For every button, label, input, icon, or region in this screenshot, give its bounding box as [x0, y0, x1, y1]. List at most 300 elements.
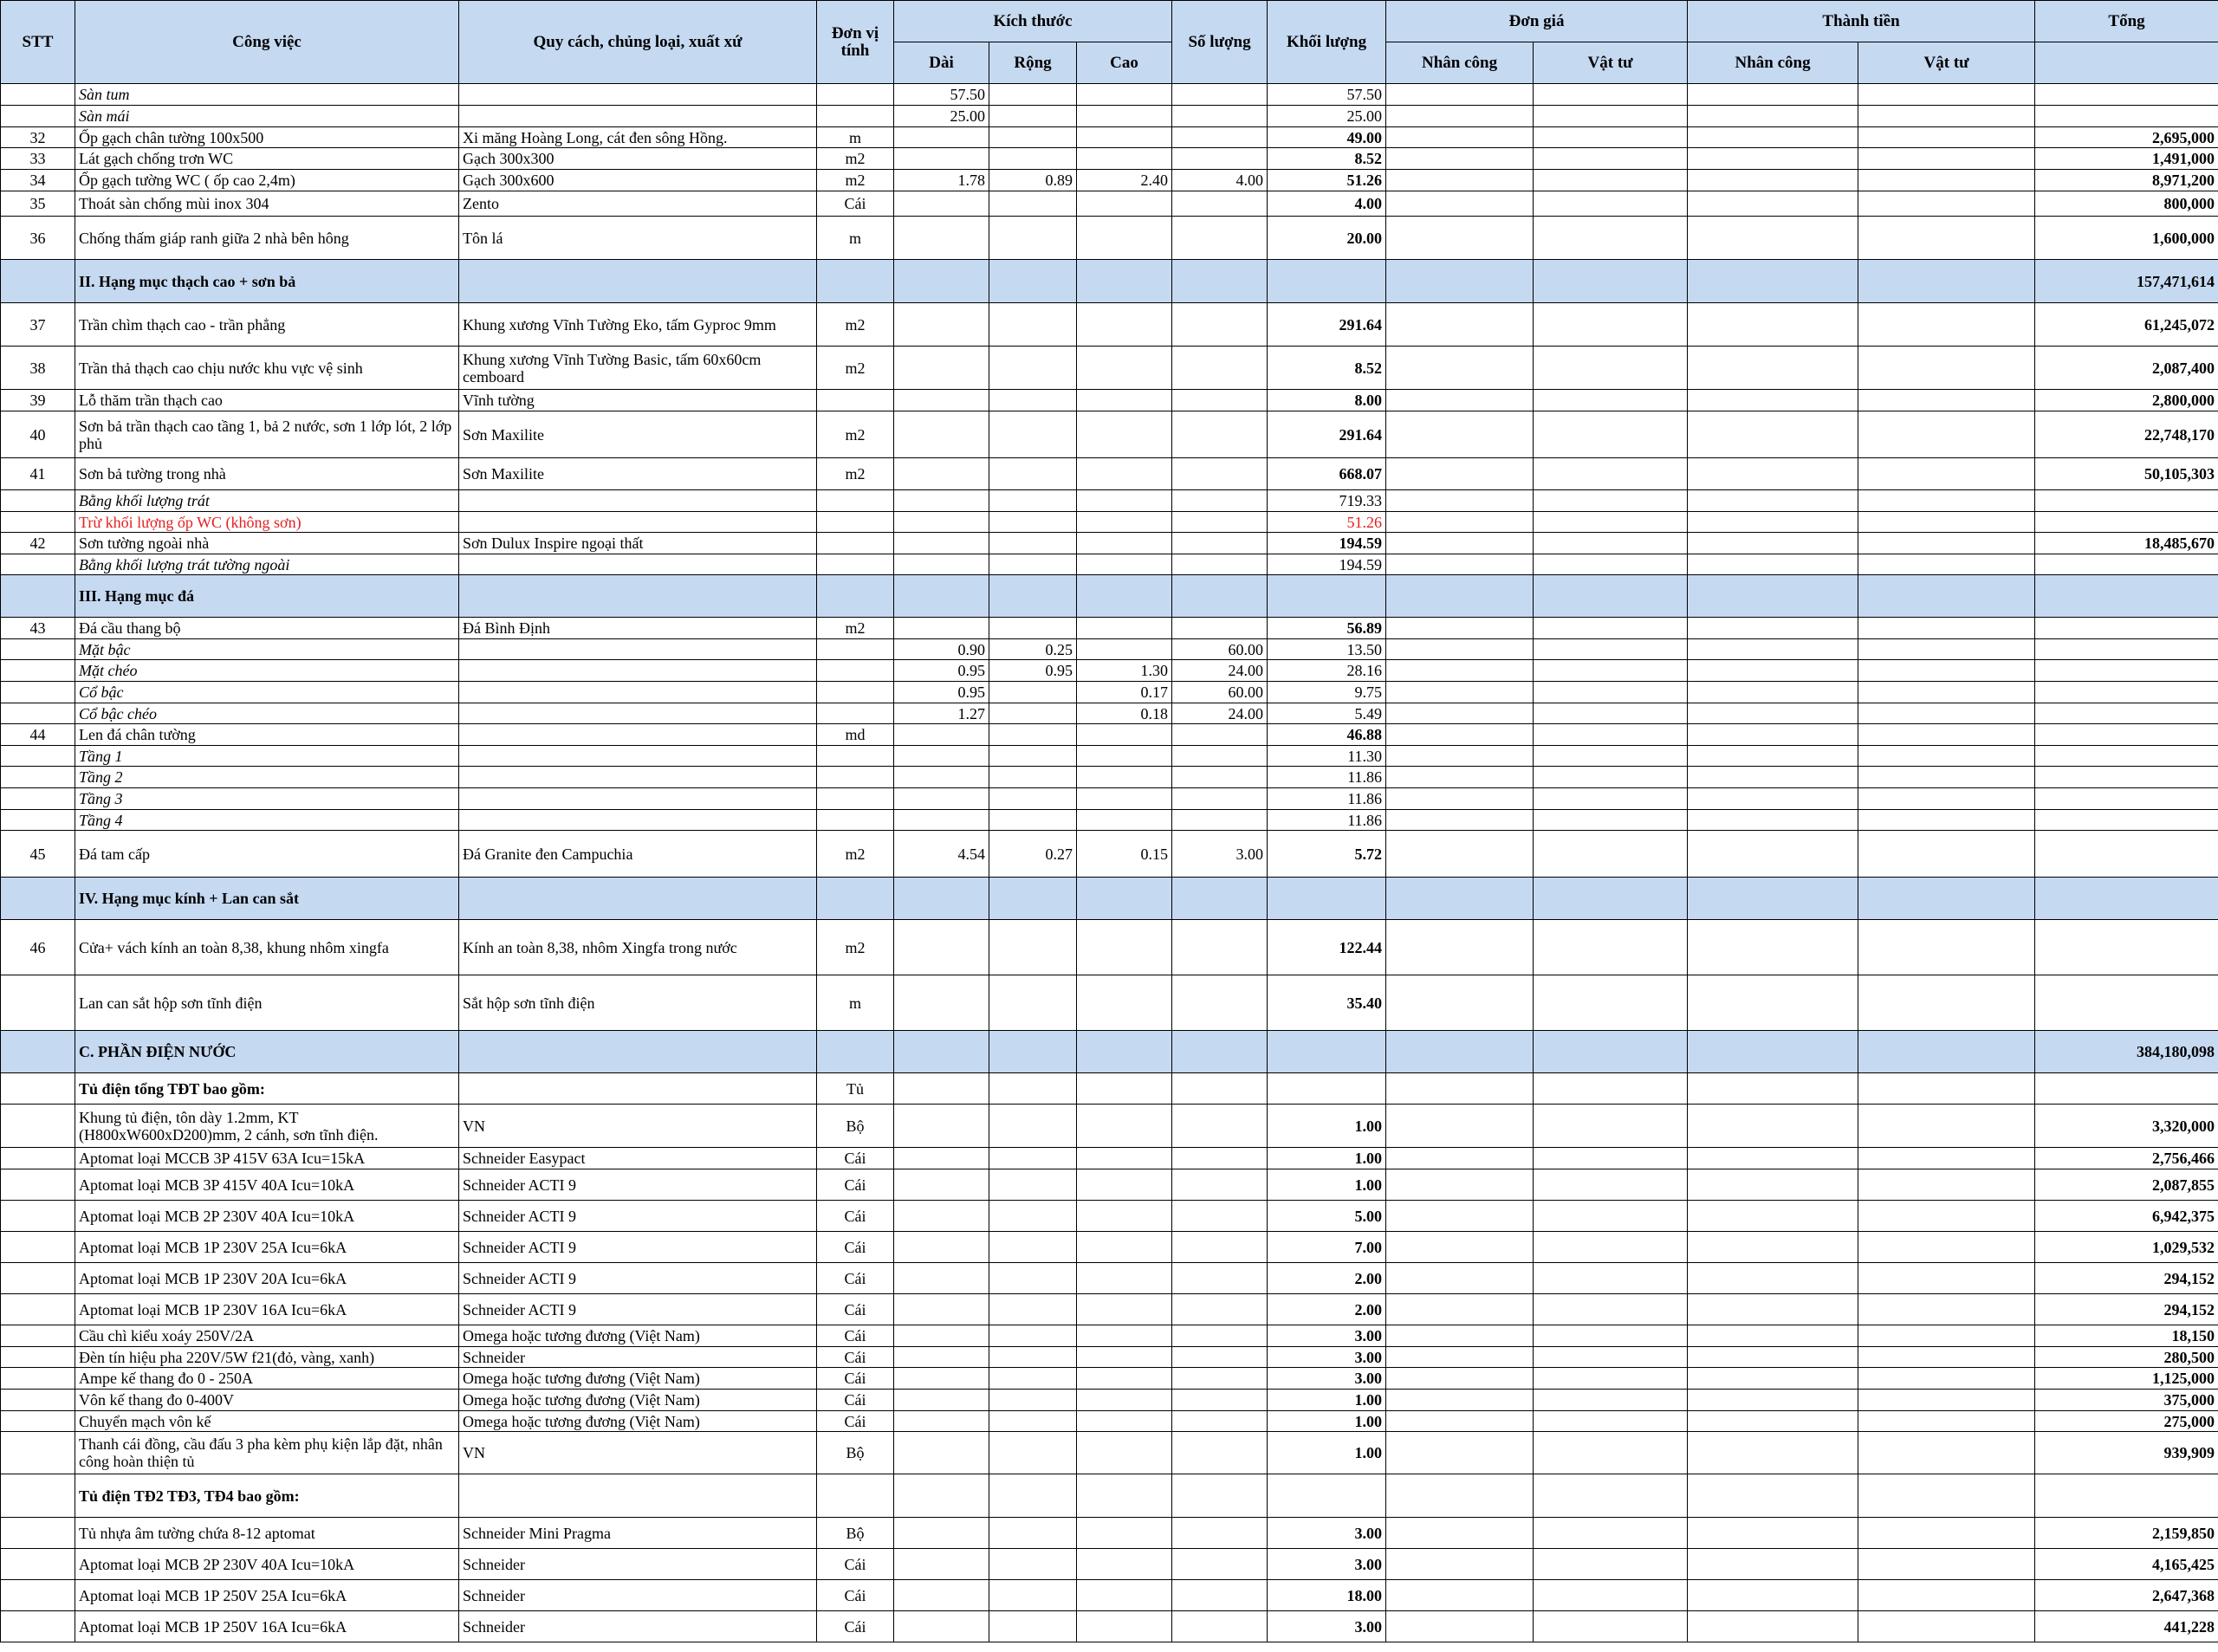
cell-dai: [894, 127, 989, 148]
cell-cao: [1077, 1549, 1172, 1580]
cell-rong: [989, 703, 1077, 724]
cell-don-gia-nhan-cong: [1386, 1474, 1534, 1518]
cell-quy-cach: Schneider Mini Pragma: [459, 1518, 817, 1549]
cell-quy-cach: Kính an toàn 8,38, nhôm Xingfa trong nước: [459, 920, 817, 975]
cell-don-gia-vat-tu: [1534, 260, 1688, 303]
cell-rong: [989, 347, 1077, 390]
cell-dai: 1.27: [894, 703, 989, 724]
cell-thanh-tien-nhan-cong: [1688, 1347, 1858, 1368]
cell-cao: [1077, 303, 1172, 347]
cell-thanh-tien-nhan-cong: [1688, 1390, 1858, 1411]
cell-tong: [2035, 767, 2218, 788]
cell-don-gia-vat-tu: [1534, 1325, 1688, 1347]
cell-thanh-tien-vat-tu: [1858, 682, 2035, 703]
cell-thanh-tien-vat-tu: [1858, 191, 2035, 217]
cell-so-luong: 24.00: [1172, 703, 1268, 724]
cell-dai: [894, 390, 989, 411]
cell-cong-viec: Khung tủ điện, tôn dày 1.2mm, KT (H800xW600xD200)mm, 2 cánh, sơn tĩnh điện.: [75, 1105, 459, 1148]
cell-dai: [894, 490, 989, 512]
cell-tong: 441,228: [2035, 1611, 2218, 1642]
cell-thanh-tien-vat-tu: [1858, 1325, 2035, 1347]
cell-rong: [989, 84, 1077, 106]
cell-don-gia-nhan-cong: [1386, 1518, 1534, 1549]
cell-don-gia-vat-tu: [1534, 1347, 1688, 1368]
cell-rong: [989, 975, 1077, 1031]
table-row: [1, 1411, 2218, 1432]
cell-don-gia-vat-tu: [1534, 533, 1688, 554]
cell-don-gia-nhan-cong: [1386, 1031, 1534, 1073]
cell-cao: [1077, 1325, 1172, 1347]
cell-dai: 0.95: [894, 682, 989, 703]
cell-khoi-luong: 20.00: [1268, 217, 1386, 260]
cell-khoi-luong: [1268, 575, 1386, 618]
cell-quy-cach: [459, 767, 817, 788]
cell-stt: [1, 788, 75, 810]
cell-don-gia-vat-tu: [1534, 1611, 1688, 1642]
cell-cong-viec: Chống thấm giáp ranh giữa 2 nhà bên hông: [75, 217, 459, 260]
cell-quy-cach: Sơn Maxilite: [459, 411, 817, 458]
cell-cong-viec: Aptomat loại MCB 1P 250V 25A Icu=6kA: [75, 1580, 459, 1611]
cell-cong-viec: Tầng 1: [75, 746, 459, 767]
cell-rong: [989, 878, 1077, 920]
cell-dai: [894, 1169, 989, 1201]
cell-don-gia-vat-tu: [1534, 831, 1688, 878]
cell-tong: 800,000: [2035, 191, 2218, 217]
cell-khoi-luong: 3.00: [1268, 1368, 1386, 1390]
col-khoi-luong: Khối lượng: [1268, 1, 1386, 84]
col-cao: Cao: [1077, 42, 1172, 84]
cell-thanh-tien-nhan-cong: [1688, 1105, 1858, 1148]
cell-so-luong: [1172, 1031, 1268, 1073]
cell-don-gia-nhan-cong: [1386, 1294, 1534, 1325]
col-don-vi: Đơn vị tính: [817, 1, 894, 84]
cell-don-gia-nhan-cong: [1386, 1325, 1534, 1347]
cell-cong-viec: Sơn bả tường trong nhà: [75, 458, 459, 490]
cell-rong: [989, 1474, 1077, 1518]
cell-tong: [2035, 975, 2218, 1031]
table-row: [1, 191, 2218, 217]
cell-don-gia-nhan-cong: [1386, 724, 1534, 746]
cell-quy-cach: [459, 639, 817, 660]
cell-stt: 39: [1, 390, 75, 411]
cell-don-gia-vat-tu: [1534, 1474, 1688, 1518]
cell-don-vi: Tủ: [817, 1073, 894, 1105]
cell-khoi-luong: 28.16: [1268, 660, 1386, 682]
cell-thanh-tien-nhan-cong: [1688, 682, 1858, 703]
cell-don-gia-vat-tu: [1534, 1580, 1688, 1611]
cell-don-vi: Cái: [817, 1368, 894, 1390]
cell-stt: [1, 1411, 75, 1432]
cell-don-gia-nhan-cong: [1386, 490, 1534, 512]
table-row: [1, 1169, 2218, 1201]
cell-don-gia-vat-tu: [1534, 1411, 1688, 1432]
cell-don-gia-nhan-cong: [1386, 639, 1534, 660]
cell-thanh-tien-vat-tu: [1858, 347, 2035, 390]
cell-so-luong: [1172, 1169, 1268, 1201]
cell-so-luong: [1172, 724, 1268, 746]
cell-cong-viec: II. Hạng mục thạch cao + sơn bả: [75, 260, 459, 303]
cell-thanh-tien-nhan-cong: [1688, 127, 1858, 148]
cell-cong-viec: Cầu chì kiểu xoáy 250V/2A: [75, 1325, 459, 1347]
cell-dai: 0.90: [894, 639, 989, 660]
cell-cao: [1077, 1148, 1172, 1169]
cell-stt: 35: [1, 191, 75, 217]
cell-don-gia-nhan-cong: [1386, 660, 1534, 682]
cell-thanh-tien-nhan-cong: [1688, 1294, 1858, 1325]
cell-cong-viec: Ampe kế thang đo 0 - 250A: [75, 1368, 459, 1390]
cell-quy-cach: [459, 260, 817, 303]
cell-thanh-tien-vat-tu: [1858, 788, 2035, 810]
cell-quy-cach: Khung xương Vĩnh Tường Eko, tấm Gyproc 9mm: [459, 303, 817, 347]
cell-so-luong: [1172, 1411, 1268, 1432]
cell-cao: 0.15: [1077, 831, 1172, 878]
cell-khoi-luong: 1.00: [1268, 1148, 1386, 1169]
cell-quy-cach: [459, 810, 817, 831]
cell-tong: 18,485,670: [2035, 533, 2218, 554]
cell-stt: [1, 1611, 75, 1642]
cell-don-vi: Cái: [817, 1201, 894, 1232]
cell-cao: 0.18: [1077, 703, 1172, 724]
cell-thanh-tien-nhan-cong: [1688, 810, 1858, 831]
cell-don-vi: m2: [817, 170, 894, 191]
cell-don-gia-nhan-cong: [1386, 1411, 1534, 1432]
cell-tong: [2035, 106, 2218, 127]
cell-quy-cach: Omega hoặc tương đương (Việt Nam): [459, 1411, 817, 1432]
cell-thanh-tien-vat-tu: [1858, 170, 2035, 191]
cell-thanh-tien-nhan-cong: [1688, 148, 1858, 170]
cell-cao: [1077, 1263, 1172, 1294]
cell-thanh-tien-vat-tu: [1858, 831, 2035, 878]
cell-cao: [1077, 512, 1172, 533]
table-row: [1, 390, 2218, 411]
cell-rong: [989, 746, 1077, 767]
cell-don-gia-nhan-cong: [1386, 788, 1534, 810]
cell-tong: 939,909: [2035, 1432, 2218, 1474]
cell-thanh-tien-vat-tu: [1858, 512, 2035, 533]
cell-quy-cach: [459, 703, 817, 724]
cell-stt: [1, 512, 75, 533]
cell-rong: [989, 1347, 1077, 1368]
cell-thanh-tien-nhan-cong: [1688, 303, 1858, 347]
table-row: [1, 512, 2218, 533]
cell-quy-cach: [459, 788, 817, 810]
cell-don-gia-nhan-cong: [1386, 767, 1534, 788]
cell-tong: 157,471,614: [2035, 260, 2218, 303]
cell-don-gia-nhan-cong: [1386, 170, 1534, 191]
cell-khoi-luong: [1268, 260, 1386, 303]
cell-so-luong: [1172, 458, 1268, 490]
cell-don-vi: [817, 260, 894, 303]
cell-khoi-luong: 18.00: [1268, 1580, 1386, 1611]
cell-dai: [894, 1073, 989, 1105]
cell-so-luong: [1172, 788, 1268, 810]
cell-khoi-luong: 1.00: [1268, 1169, 1386, 1201]
cell-rong: [989, 106, 1077, 127]
cell-thanh-tien-vat-tu: [1858, 1031, 2035, 1073]
cell-cong-viec: Ốp gạch chân tường 100x500: [75, 127, 459, 148]
cell-rong: [989, 1148, 1077, 1169]
cell-rong: [989, 1325, 1077, 1347]
cell-so-luong: [1172, 1325, 1268, 1347]
cell-cao: [1077, 260, 1172, 303]
cell-dai: [894, 1347, 989, 1368]
cell-tong: 61,245,072: [2035, 303, 2218, 347]
cell-don-gia-vat-tu: [1534, 1390, 1688, 1411]
cell-quy-cach: Zento: [459, 191, 817, 217]
cell-thanh-tien-vat-tu: [1858, 533, 2035, 554]
cell-quy-cach: Omega hoặc tương đương (Việt Nam): [459, 1368, 817, 1390]
cell-cong-viec: Aptomat loại MCB 2P 230V 40A Icu=10kA: [75, 1201, 459, 1232]
cell-cao: [1077, 1474, 1172, 1518]
cell-khoi-luong: 25.00: [1268, 106, 1386, 127]
cell-thanh-tien-nhan-cong: [1688, 788, 1858, 810]
cell-cong-viec: Tủ điện tổng TĐT bao gồm:: [75, 1073, 459, 1105]
cell-tong: 384,180,098: [2035, 1031, 2218, 1073]
cell-khoi-luong: [1268, 1073, 1386, 1105]
cell-quy-cach: Schneider ACTI 9: [459, 1201, 817, 1232]
cell-don-gia-vat-tu: [1534, 1105, 1688, 1148]
table-row: [1, 1611, 2218, 1642]
cell-thanh-tien-vat-tu: [1858, 767, 2035, 788]
cell-cong-viec: Chuyển mạch vôn kế: [75, 1411, 459, 1432]
cell-cao: [1077, 458, 1172, 490]
cell-don-gia-nhan-cong: [1386, 1148, 1534, 1169]
cell-rong: 0.89: [989, 170, 1077, 191]
cell-cong-viec: Bằng khối lượng trát: [75, 490, 459, 512]
cell-thanh-tien-nhan-cong: [1688, 390, 1858, 411]
cell-stt: 32: [1, 127, 75, 148]
cell-tong: 294,152: [2035, 1263, 2218, 1294]
cell-so-luong: [1172, 191, 1268, 217]
cell-khoi-luong: 1.00: [1268, 1390, 1386, 1411]
cell-stt: [1, 1368, 75, 1390]
cell-cao: [1077, 533, 1172, 554]
cell-so-luong: [1172, 533, 1268, 554]
cell-thanh-tien-nhan-cong: [1688, 767, 1858, 788]
cell-so-luong: [1172, 303, 1268, 347]
cell-rong: [989, 1031, 1077, 1073]
cell-cao: [1077, 920, 1172, 975]
cell-khoi-luong: 1.00: [1268, 1432, 1386, 1474]
cell-dai: [894, 724, 989, 746]
cell-thanh-tien-vat-tu: [1858, 411, 2035, 458]
cell-cong-viec: Bằng khối lượng trát tường ngoài: [75, 554, 459, 575]
table-row: [1, 347, 2218, 390]
cell-tong: [2035, 512, 2218, 533]
cell-dai: [894, 1325, 989, 1347]
cell-khoi-luong: 8.52: [1268, 148, 1386, 170]
cell-don-vi: Bộ: [817, 1105, 894, 1148]
cell-cao: [1077, 1232, 1172, 1263]
cell-don-vi: [817, 106, 894, 127]
cell-stt: [1, 106, 75, 127]
cell-thanh-tien-vat-tu: [1858, 106, 2035, 127]
cell-don-gia-vat-tu: [1534, 303, 1688, 347]
table-row: [1, 1549, 2218, 1580]
cell-quy-cach: Schneider ACTI 9: [459, 1263, 817, 1294]
cell-don-gia-nhan-cong: [1386, 191, 1534, 217]
cell-tong: 2,159,850: [2035, 1518, 2218, 1549]
cell-thanh-tien-nhan-cong: [1688, 975, 1858, 1031]
cell-don-vi: Cái: [817, 1549, 894, 1580]
cell-khoi-luong: 3.00: [1268, 1347, 1386, 1368]
cell-stt: [1, 1263, 75, 1294]
cell-tong: [2035, 575, 2218, 618]
cell-tong: [2035, 788, 2218, 810]
cell-don-vi: m2: [817, 411, 894, 458]
table-row: [1, 1148, 2218, 1169]
cell-thanh-tien-nhan-cong: [1688, 831, 1858, 878]
table-row: [1, 411, 2218, 458]
cell-so-luong: [1172, 1474, 1268, 1518]
cell-khoi-luong: 194.59: [1268, 554, 1386, 575]
cell-rong: [989, 1263, 1077, 1294]
cell-tong: 2,800,000: [2035, 390, 2218, 411]
cell-thanh-tien-vat-tu: [1858, 878, 2035, 920]
cell-quy-cach: [459, 746, 817, 767]
cell-don-gia-nhan-cong: [1386, 1580, 1534, 1611]
cell-quy-cach: [459, 1031, 817, 1073]
cell-don-vi: [817, 639, 894, 660]
cell-dai: [894, 554, 989, 575]
cell-dai: [894, 878, 989, 920]
cell-khoi-luong: 3.00: [1268, 1611, 1386, 1642]
cell-thanh-tien-vat-tu: [1858, 746, 2035, 767]
cell-don-gia-vat-tu: [1534, 106, 1688, 127]
cell-quy-cach: Schneider Easypact: [459, 1148, 817, 1169]
cell-cao: [1077, 1347, 1172, 1368]
cell-stt: [1, 1073, 75, 1105]
cell-thanh-tien-nhan-cong: [1688, 1580, 1858, 1611]
cell-rong: [989, 920, 1077, 975]
cell-don-gia-vat-tu: [1534, 411, 1688, 458]
cell-thanh-tien-vat-tu: [1858, 618, 2035, 639]
cell-stt: [1, 260, 75, 303]
cell-don-gia-nhan-cong: [1386, 618, 1534, 639]
cell-quy-cach: [459, 554, 817, 575]
cell-don-gia-vat-tu: [1534, 347, 1688, 390]
cell-thanh-tien-nhan-cong: [1688, 1474, 1858, 1518]
cell-stt: [1, 84, 75, 106]
cell-tong: 1,491,000: [2035, 148, 2218, 170]
cell-thanh-tien-vat-tu: [1858, 1105, 2035, 1148]
cell-so-luong: [1172, 1148, 1268, 1169]
cell-stt: 42: [1, 533, 75, 554]
cell-dai: [894, 1294, 989, 1325]
table-header: [1, 1, 2218, 84]
cell-so-luong: [1172, 554, 1268, 575]
cell-tong: 1,125,000: [2035, 1368, 2218, 1390]
cell-dai: 1.78: [894, 170, 989, 191]
cell-khoi-luong: 8.52: [1268, 347, 1386, 390]
section-row: [1, 1031, 2218, 1073]
cell-don-vi: m2: [817, 347, 894, 390]
col-thanh-tien: Thành tiền: [1688, 1, 2035, 42]
cell-don-gia-vat-tu: [1534, 878, 1688, 920]
cell-stt: [1, 1518, 75, 1549]
cell-don-gia-nhan-cong: [1386, 458, 1534, 490]
cell-cong-viec: Cửa+ vách kính an toàn 8,38, khung nhôm xingfa: [75, 920, 459, 975]
cell-thanh-tien-vat-tu: [1858, 217, 2035, 260]
cell-thanh-tien-nhan-cong: [1688, 703, 1858, 724]
cell-so-luong: [1172, 1549, 1268, 1580]
cell-so-luong: [1172, 810, 1268, 831]
cell-don-vi: [817, 1031, 894, 1073]
cell-dai: [894, 1148, 989, 1169]
cell-thanh-tien-nhan-cong: [1688, 1232, 1858, 1263]
cell-dai: [894, 920, 989, 975]
cell-thanh-tien-vat-tu: [1858, 1390, 2035, 1411]
cell-don-gia-nhan-cong: [1386, 810, 1534, 831]
cell-tong: [2035, 639, 2218, 660]
cell-thanh-tien-nhan-cong: [1688, 260, 1858, 303]
cell-cong-viec: Len đá chân tường: [75, 724, 459, 746]
col-stt: STT: [1, 1, 75, 84]
cell-don-gia-nhan-cong: [1386, 411, 1534, 458]
cell-quy-cach: Sơn Maxilite: [459, 458, 817, 490]
cell-khoi-luong: 291.64: [1268, 411, 1386, 458]
col-rong: Rộng: [989, 42, 1077, 84]
cell-khoi-luong: 51.26: [1268, 512, 1386, 533]
cell-stt: [1, 554, 75, 575]
cell-don-gia-vat-tu: [1534, 170, 1688, 191]
cell-cong-viec: Trần thả thạch cao chịu nước khu vực vệ sinh: [75, 347, 459, 390]
table-row: [1, 920, 2218, 975]
table-row: [1, 1580, 2218, 1611]
cell-don-vi: m2: [817, 303, 894, 347]
cell-don-gia-vat-tu: [1534, 682, 1688, 703]
cell-don-gia-nhan-cong: [1386, 1073, 1534, 1105]
cell-don-gia-vat-tu: [1534, 975, 1688, 1031]
cell-tong: [2035, 703, 2218, 724]
cell-rong: [989, 1294, 1077, 1325]
cell-don-vi: [817, 554, 894, 575]
cell-don-vi: m2: [817, 148, 894, 170]
cell-khoi-luong: 9.75: [1268, 682, 1386, 703]
cell-don-gia-vat-tu: [1534, 1263, 1688, 1294]
cell-rong: [989, 390, 1077, 411]
cell-thanh-tien-vat-tu: [1858, 148, 2035, 170]
cell-don-vi: Cái: [817, 1325, 894, 1347]
cell-thanh-tien-vat-tu: [1858, 1432, 2035, 1474]
cell-thanh-tien-vat-tu: [1858, 554, 2035, 575]
cell-rong: [989, 490, 1077, 512]
cell-don-gia-vat-tu: [1534, 1518, 1688, 1549]
cell-khoi-luong: 5.00: [1268, 1201, 1386, 1232]
cell-don-vi: Cái: [817, 1390, 894, 1411]
cell-stt: [1, 1031, 75, 1073]
cell-quy-cach: Đá Granite đen Campuchia: [459, 831, 817, 878]
cell-tong: 294,152: [2035, 1294, 2218, 1325]
cell-dai: [894, 148, 989, 170]
table-row: [1, 84, 2218, 106]
cell-thanh-tien-vat-tu: [1858, 1073, 2035, 1105]
cell-khoi-luong: 668.07: [1268, 458, 1386, 490]
cell-so-luong: [1172, 490, 1268, 512]
col-cong-viec: Công việc: [75, 1, 459, 84]
col-don-gia-vat-tu: Vật tư: [1534, 42, 1688, 84]
cell-dai: [894, 788, 989, 810]
cell-thanh-tien-vat-tu: [1858, 1474, 2035, 1518]
table-row: [1, 127, 2218, 148]
cell-thanh-tien-vat-tu: [1858, 1263, 2035, 1294]
cell-don-vi: m2: [817, 831, 894, 878]
table-row: [1, 106, 2218, 127]
cell-cong-viec: Đá cầu thang bộ: [75, 618, 459, 639]
cell-thanh-tien-nhan-cong: [1688, 746, 1858, 767]
cell-quy-cach: Sắt hộp sơn tĩnh điện: [459, 975, 817, 1031]
cell-don-vi: Cái: [817, 1347, 894, 1368]
